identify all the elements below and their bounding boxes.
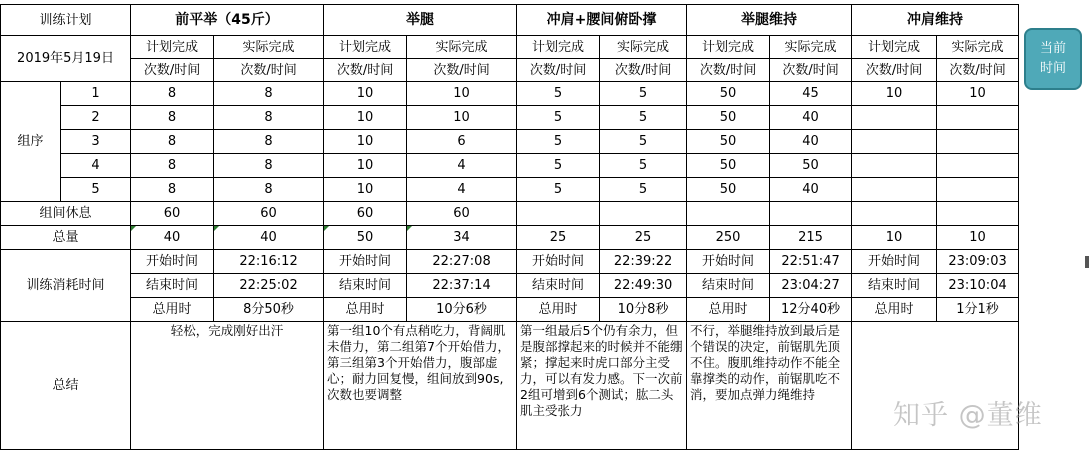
start-time-value[interactable]: 22:39:22	[600, 250, 687, 274]
end-time-label[interactable]: 结束时间	[852, 274, 937, 298]
set-value[interactable]: 5	[517, 154, 600, 178]
start-time-value[interactable]: 22:27:08	[407, 250, 517, 274]
set-value[interactable]: 8	[131, 106, 214, 130]
actual-complete-header[interactable]: 实际完成	[770, 36, 852, 59]
rest-value[interactable]	[600, 202, 687, 226]
unit-header[interactable]: 次数/时间	[937, 59, 1019, 82]
set-value[interactable]: 10	[324, 154, 407, 178]
total-value[interactable]: 250	[687, 226, 770, 250]
set-value[interactable]: 10	[324, 178, 407, 202]
end-time-label[interactable]: 结束时间	[324, 274, 407, 298]
duration-time-label[interactable]: 总用时	[852, 298, 937, 322]
set-value[interactable]: 50	[687, 178, 770, 202]
sheet-edge-marker	[1085, 256, 1089, 268]
total-value[interactable]: 34	[407, 226, 517, 250]
total-value[interactable]: 50	[324, 226, 407, 250]
duration-time-label[interactable]: 总用时	[324, 298, 407, 322]
duration-time-value[interactable]: 10分8秒	[600, 298, 687, 322]
duration-time-label[interactable]: 总用时	[517, 298, 600, 322]
start-time-value[interactable]: 22:51:47	[770, 250, 852, 274]
group-label[interactable]: 组序	[1, 82, 61, 202]
set-value[interactable]: 4	[407, 154, 517, 178]
start-time-label[interactable]: 开始时间	[131, 250, 214, 274]
actual-complete-header[interactable]: 实际完成	[214, 36, 324, 59]
rest-value[interactable]: 60	[324, 202, 407, 226]
rest-value[interactable]: 60	[407, 202, 517, 226]
end-time-value[interactable]: 22:49:30	[600, 274, 687, 298]
set-value[interactable]: 10	[324, 130, 407, 154]
set-value[interactable]: 8	[131, 178, 214, 202]
plan-title-cell[interactable]: 训练计划	[1, 5, 131, 36]
end-time-label[interactable]: 结束时间	[131, 274, 214, 298]
unit-header[interactable]: 次数/时间	[687, 59, 770, 82]
set-value[interactable]	[852, 154, 937, 178]
actual-complete-header[interactable]: 实际完成	[407, 36, 517, 59]
duration-time-value[interactable]: 1分1秒	[937, 298, 1019, 322]
current-time-label-2: 时间	[1039, 61, 1066, 76]
set-value[interactable]: 5	[517, 82, 600, 106]
unit-header[interactable]: 次数/时间	[407, 59, 517, 82]
set-value[interactable]: 6	[407, 130, 517, 154]
set-value[interactable]: 5	[600, 178, 687, 202]
current-time-button[interactable]	[1024, 28, 1082, 90]
actual-complete-header[interactable]: 实际完成	[600, 36, 687, 59]
set-number[interactable]: 5	[61, 178, 131, 202]
start-time-label[interactable]: 开始时间	[517, 250, 600, 274]
set-number[interactable]: 4	[61, 154, 131, 178]
end-time-value[interactable]: 23:10:04	[937, 274, 1019, 298]
plan-complete-header[interactable]: 计划完成	[131, 36, 214, 59]
set-value[interactable]	[852, 178, 937, 202]
set-value[interactable]	[852, 130, 937, 154]
summary-note[interactable]: 轻松，完成刚好出汗	[131, 322, 324, 450]
exercise-header[interactable]: 举腿	[324, 5, 517, 36]
total-value[interactable]: 40	[214, 226, 324, 250]
set-value[interactable]: 40	[770, 178, 852, 202]
start-time-label[interactable]: 开始时间	[852, 250, 937, 274]
set-value[interactable]: 4	[407, 178, 517, 202]
set-value[interactable]: 10	[324, 106, 407, 130]
plan-complete-header[interactable]: 计划完成	[324, 36, 407, 59]
rest-value[interactable]	[937, 202, 1019, 226]
total-value[interactable]: 40	[131, 226, 214, 250]
rest-value[interactable]	[770, 202, 852, 226]
set-value[interactable]: 50	[687, 106, 770, 130]
unit-header[interactable]: 次数/时间	[852, 59, 937, 82]
rest-value[interactable]: 60	[131, 202, 214, 226]
set-value[interactable]: 5	[517, 178, 600, 202]
set-number[interactable]: 3	[61, 130, 131, 154]
set-value[interactable]: 5	[600, 130, 687, 154]
start-time-label[interactable]: 开始时间	[687, 250, 770, 274]
exercise-header[interactable]: 冲肩+腰间俯卧撑	[517, 5, 687, 36]
set-value[interactable]	[937, 106, 1019, 130]
set-value[interactable]: 8	[214, 154, 324, 178]
set-value[interactable]: 5	[600, 82, 687, 106]
set-value[interactable]	[937, 130, 1019, 154]
rest-value[interactable]	[852, 202, 937, 226]
total-value[interactable]: 25	[517, 226, 600, 250]
unit-header[interactable]: 次数/时间	[600, 59, 687, 82]
set-value[interactable]: 5	[600, 154, 687, 178]
watermark: 知乎 @董维	[893, 400, 1043, 431]
end-time-value[interactable]: 23:04:27	[770, 274, 852, 298]
set-value[interactable]: 50	[770, 154, 852, 178]
summary-label[interactable]: 总结	[1, 322, 131, 450]
current-time-label-1: 当前	[1039, 41, 1066, 56]
time-label[interactable]: 训练消耗时间	[1, 250, 131, 322]
set-number[interactable]: 1	[61, 82, 131, 106]
start-time-label[interactable]: 开始时间	[324, 250, 407, 274]
set-value[interactable]: 8	[214, 178, 324, 202]
set-value[interactable]: 8	[214, 82, 324, 106]
end-time-value[interactable]: 22:37:14	[407, 274, 517, 298]
start-time-value[interactable]: 23:09:03	[937, 250, 1019, 274]
set-value[interactable]: 10	[937, 82, 1019, 106]
total-label[interactable]: 总量	[1, 226, 131, 250]
set-value[interactable]: 10	[324, 82, 407, 106]
summary-note[interactable]: 第一组10个有点稍吃力，背阔肌未借力，第二组第7个开始借力，第三组第3个开始借力，腹部虚心；耐力回复慢，组间放到90s,次数也要调整	[324, 322, 517, 450]
plan-complete-header[interactable]: 计划完成	[852, 36, 937, 59]
total-value[interactable]: 25	[600, 226, 687, 250]
duration-time-value[interactable]: 10分6秒	[407, 298, 517, 322]
summary-note[interactable]: 第一组最后5个仍有余力，但是腹部撑起来的时候并不能绷紧；撑起来时虎口部分主受力，可以有发力感。下一次前2组可增到6个测试；肱二头肌主受张力	[517, 322, 687, 450]
duration-time-label[interactable]: 总用时	[131, 298, 214, 322]
exercise-header[interactable]: 冲肩维持	[852, 5, 1019, 36]
unit-header[interactable]: 次数/时间	[131, 59, 214, 82]
duration-time-value[interactable]: 12分40秒	[770, 298, 852, 322]
rest-value[interactable]	[517, 202, 600, 226]
rest-value[interactable]: 60	[214, 202, 324, 226]
plan-complete-header[interactable]: 计划完成	[687, 36, 770, 59]
set-number[interactable]: 2	[61, 106, 131, 130]
set-value[interactable]: 8	[214, 106, 324, 130]
set-value[interactable]	[937, 154, 1019, 178]
total-value[interactable]: 215	[770, 226, 852, 250]
total-value[interactable]: 10	[937, 226, 1019, 250]
set-value[interactable]: 50	[687, 154, 770, 178]
set-value[interactable]: 50	[687, 130, 770, 154]
duration-time-label[interactable]: 总用时	[687, 298, 770, 322]
rest-label[interactable]: 组间休息	[1, 202, 131, 226]
unit-header[interactable]: 次数/时间	[324, 59, 407, 82]
set-value[interactable]: 5	[517, 106, 600, 130]
end-time-value[interactable]: 22:25:02	[214, 274, 324, 298]
rest-value[interactable]	[687, 202, 770, 226]
set-value[interactable]: 8	[214, 130, 324, 154]
duration-time-value[interactable]: 8分50秒	[214, 298, 324, 322]
set-value[interactable]: 10	[852, 82, 937, 106]
set-value[interactable]: 8	[131, 154, 214, 178]
set-value[interactable]	[852, 106, 937, 130]
total-value[interactable]: 10	[852, 226, 937, 250]
summary-note[interactable]: 不行，举腿维持放到最后是个错误的决定，前锯肌先顶不住。腹肌维持动作不能全靠撑类的动作，前锯肌吃不消，要加点弹力绳维持	[687, 322, 852, 450]
set-value[interactable]: 10	[407, 106, 517, 130]
exercise-header[interactable]: 前平举（45斤）	[131, 5, 324, 36]
start-time-value[interactable]: 22:16:12	[214, 250, 324, 274]
plan-complete-header[interactable]: 计划完成	[517, 36, 600, 59]
set-value[interactable]: 8	[131, 130, 214, 154]
unit-header[interactable]: 次数/时间	[770, 59, 852, 82]
set-value[interactable]: 8	[131, 82, 214, 106]
plan-date-cell[interactable]: 2019年5月19日	[1, 36, 131, 82]
end-time-label[interactable]: 结束时间	[687, 274, 770, 298]
actual-complete-header[interactable]: 实际完成	[937, 36, 1019, 59]
unit-header[interactable]: 次数/时间	[214, 59, 324, 82]
set-value[interactable]: 10	[407, 82, 517, 106]
set-value[interactable]: 40	[770, 130, 852, 154]
set-value[interactable]: 5	[517, 130, 600, 154]
set-value[interactable]: 40	[770, 106, 852, 130]
exercise-header[interactable]: 举腿维持	[687, 5, 852, 36]
training-plan-table	[0, 4, 1019, 450]
end-time-label[interactable]: 结束时间	[517, 274, 600, 298]
set-value[interactable]: 45	[770, 82, 852, 106]
set-value[interactable]: 5	[600, 106, 687, 130]
set-value[interactable]	[937, 178, 1019, 202]
set-value[interactable]: 50	[687, 82, 770, 106]
unit-header[interactable]: 次数/时间	[517, 59, 600, 82]
